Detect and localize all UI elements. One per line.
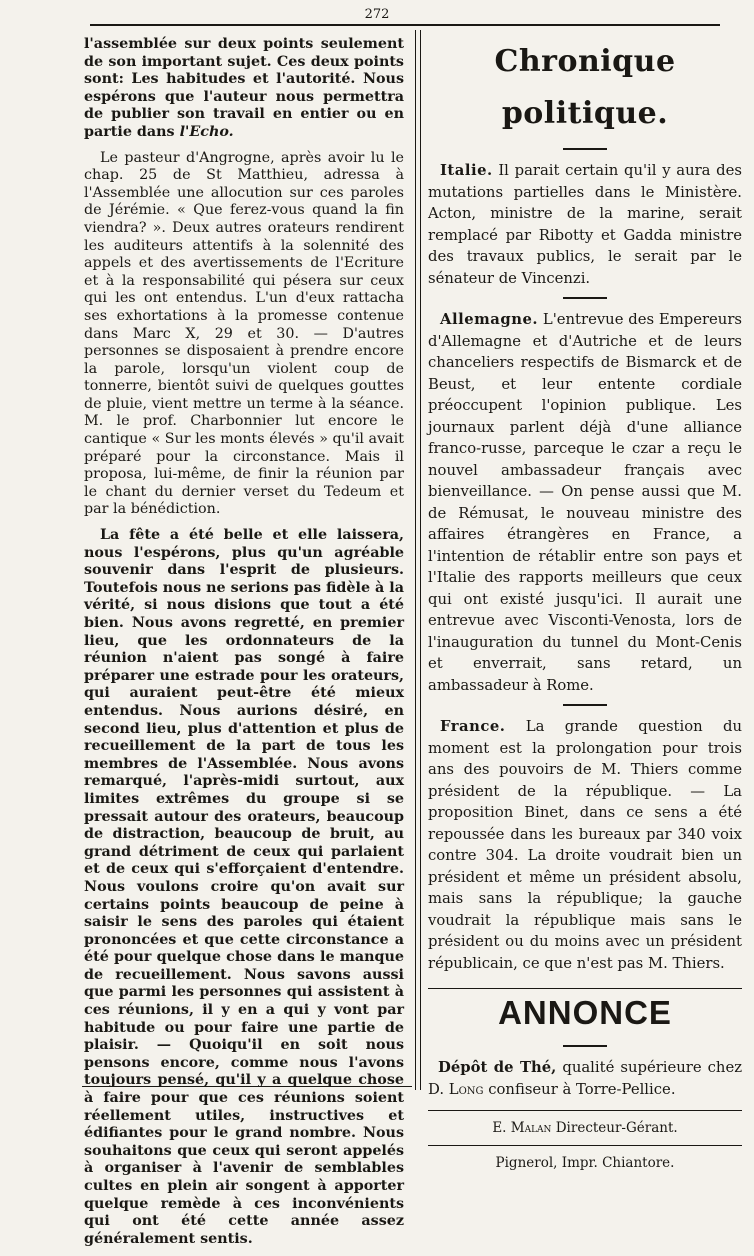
section-france-text: La grande question du moment est la prolongation pour trois ans des pouvoirs de M. Thiers comme président de la république. — La proposition Binet, dans ce sens a été repoussée dans les bureaux par 340 voix contre 304. La droite voudrait bien un président et même un président absolu, mais sans la république; la gauche voudrait la république mais sans le président ou du moins avec un président républicain, ce que n'est pas M. Thiers.: [428, 718, 742, 972]
section-rule: [563, 148, 607, 150]
director-role: Directeur-Gérant.: [551, 1120, 678, 1136]
section-rule: [563, 297, 607, 299]
paragraph-fete: La fête a été belle et elle laissera, nous l'espérons, plus qu'un agréable souvenir dans l'esprit de plusieurs. Toutefois nous ne serions pas fidèle à la vérité, si nous disions que tout a été bien. Nous avons regretté, en premier lieu, que les ordonnateurs de la réunion n'aient pas songé à faire préparer une estrade pour les orateurs, qui auraient peut-être été mieux entendus. Nous aurions désiré, en second lieu, plus d'attention et plus de recueillement de la part de tous les membres de l'Assemblée. Nous avons remarqué, l'après-midi surtout, aux limites extrêmes du groupe si se pressait autour des orateurs, beaucoup de distraction, beaucoup de bruit, au grand détriment de ceux qui parlaient et de ceux qui s'efforçaient d'entendre. Nous voulons croire qu'on avait sur certains points beaucoup de peine à saisir le sens des paroles qui étaient prononcées et que cette circonstance a été pour quelque chose dans le manque de recueillement. Nous savons aussi que parmi les personnes qui assistent à ces réunions, il y en a qui y vont par habitude ou pour faire une partie de plaisir. — Quoiqu'il en soit nous pensons encore, comme nous l'avons toujours pensé, qu'il y a quelque chose à faire pour que ces réunions soient réellement utiles, instructives et édifiantes pour le grand nombre. Nous souhaitons que ceux qui seront appelés à organiser à l'avenir de semblables cultes en plein air songent à apporter quelque remède à ces inconvénients qui ont été cette année assez généralement sentis.: [84, 527, 404, 1247]
annonce-rule: [563, 1045, 607, 1047]
paragraph-continuation-text: l'assemblée sur deux points seulement de son important sujet. Ces deux points sont: Les habitudes et l'autorité. Nous espérons que l'auteur nous permettra de publier son travail en entier ou en partie dans: [84, 36, 404, 140]
echo-reference: l'Echo.: [179, 123, 234, 140]
annonce-block: [428, 988, 742, 1100]
annonce-text-2: confiseur à Torre-Pellice.: [483, 1080, 676, 1098]
chronique-title: Chronique politique.: [494, 44, 676, 131]
country-heading-allemagne: Allemagne.: [440, 311, 539, 328]
right-column: [428, 36, 742, 1180]
section-italie-text: Il parait certain qu'il y aura des mutations partielles dans le Ministère. Acton, ministre de la marine, serait remplacé par Ribotty et Gadda ministre des travaux publics, le serait par le sénateur de Vincenzi.: [428, 162, 742, 287]
director-name: E. Malan: [492, 1120, 552, 1136]
section-italie: [428, 160, 742, 289]
annonce-title: ANNONCE: [498, 994, 672, 1031]
section-france: [428, 716, 742, 974]
printer-line: Pignerol, Impr. Chiantore.: [495, 1155, 675, 1171]
column-divider: [415, 30, 421, 1090]
country-heading-italie: Italie.: [440, 162, 493, 179]
annonce-text-1: qualité supérieure chez: [556, 1059, 743, 1076]
left-column: [84, 36, 404, 1256]
director-line: [428, 1111, 742, 1145]
section-allemagne-text: L'entrevue des Empereurs d'Allemagne et d'Autriche et de leurs chanceliers respectifs de Bismarck et de Beust, et leur entente cordiale préoccupent l'opinion publique. Les journaux parlent déjà d'une alliance franco-russe, parceque le czar a reçu le nouvel ambassadeur français avec bienveillance. — On pense aussi que M. de Rémusat, le nouveau ministre des affaires étrangères en France, a l'intention de rétablir entre son pays et l'Italie des rapports meilleurs que ceux qui ont existé jusqu'ici. Il aurait une entrevue avec Visconti-Venosta, lors de l'inauguration du tunnel du Mont-Cenis et enverrait, sans retard, un ambassadeur à Rome.: [428, 311, 742, 694]
section-rule: [563, 704, 607, 706]
page-number: 272: [364, 7, 390, 22]
header-rule: [90, 24, 720, 26]
annonce-body: [428, 1057, 742, 1100]
paragraph-continuation: [84, 36, 404, 142]
annonce-vendor: D. Long: [428, 1080, 484, 1098]
country-heading-france: France.: [440, 718, 506, 735]
annonce-product: Dépôt de Thé,: [438, 1059, 557, 1076]
paragraph-angrogne: Le pasteur d'Angrogne, après avoir lu le chap. 25 de St Matthieu, adressa à l'Assemblée une allocution sur ces paroles de Jérémie. « Que ferez-vous quand la fin viendra? ». Deux autres orateurs rendirent les auditeurs attentifs à la solennité des appels et des avertissements de l'Ecriture et à la responsabilité qui pésera sur ceux qui les ont entendus. L'un d'eux rattacha ses exhortations à la promesse contenue dans Marc X, 29 et 30. — D'autres personnes se disposaient à prendre encore la parole, lorsqu'un violent coup de tonnerre, bientôt suivi de quelques gouttes de pluie, vient mettre un terme à la séance. M. le prof. Charbonnier lut encore le cantique « Sur les monts élevés » qu'il avait préparé pour la circonstance. Mais il proposa, lui-même, de finir la réunion par le chant du dernier verset du Tedeum et par la bénédiction.: [84, 149, 404, 518]
section-allemagne: [428, 309, 742, 696]
